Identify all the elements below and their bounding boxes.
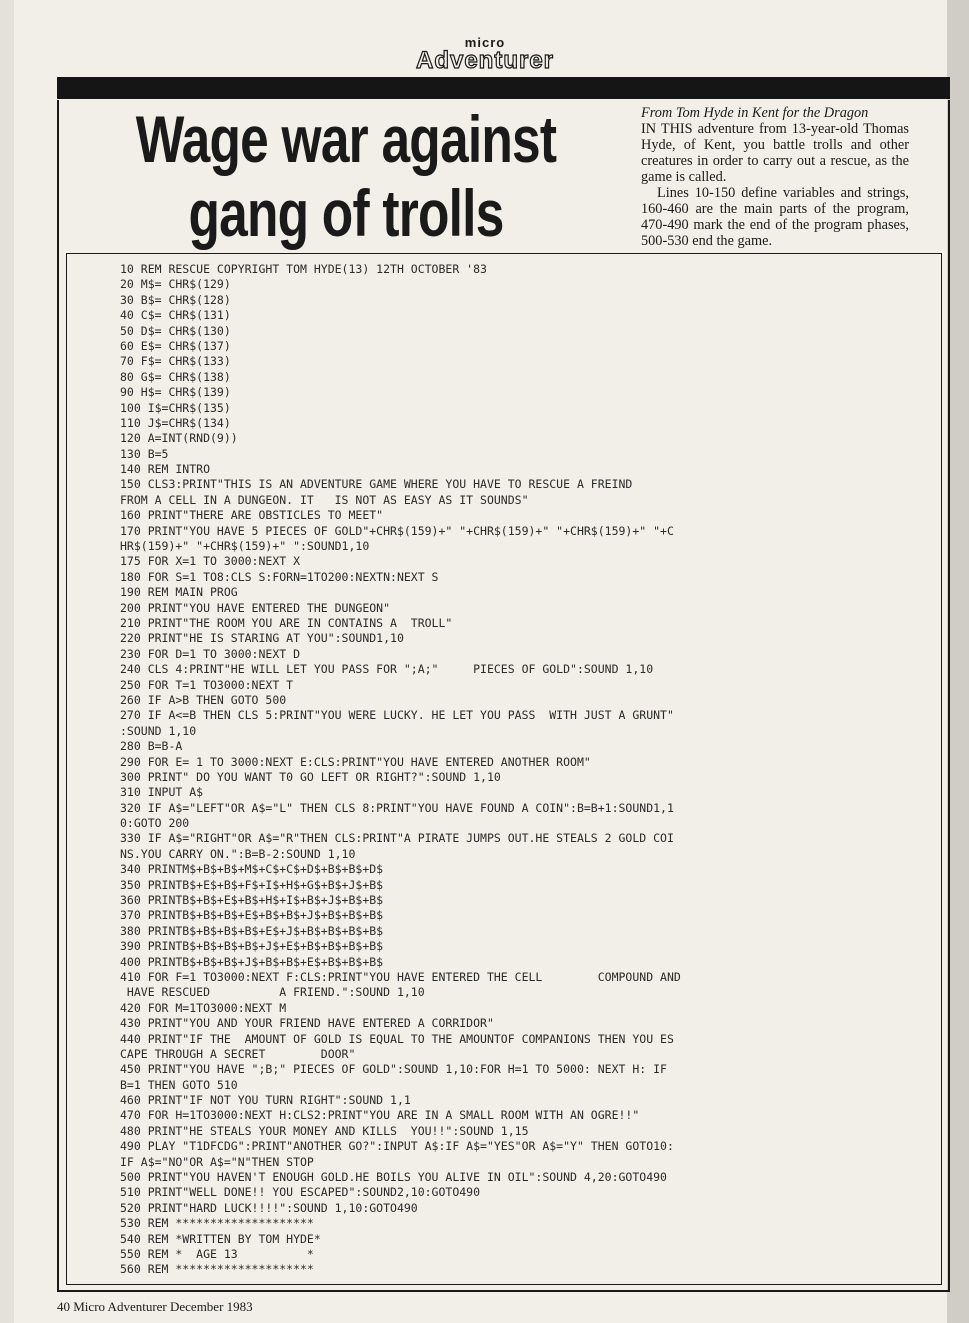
program-listing xyxy=(120,262,910,1278)
listing-line: HR$(159)+" "+CHR$(159)+" ":SOUND1,10 xyxy=(120,539,370,554)
listing-line: 150 CLS3:PRINT"THIS IS AN ADVENTURE GAME WHERE YOU HAVE TO RESCUE A FREIND xyxy=(120,477,633,492)
listing-line: 80 G$= CHR$(138) xyxy=(120,369,231,384)
listing-line: 40 C$= CHR$(131) xyxy=(120,308,231,323)
listing-line: 540 REM *WRITTEN BY TOM HYDE* xyxy=(120,1231,321,1246)
listing-line: 260 IF A>B THEN GOTO 500 xyxy=(120,692,287,707)
listing-line: 280 B=B-A xyxy=(120,739,183,754)
listing-line: 180 FOR S=1 TO8:CLS S:FORN=1TO200:NEXTN:NEXT S xyxy=(120,569,439,584)
listing-line: 250 FOR T=1 TO3000:NEXT T xyxy=(120,677,294,692)
listing-line: :SOUND 1,10 xyxy=(120,723,197,738)
listing-line: 290 FOR E= 1 TO 3000:NEXT E:CLS:PRINT"YOU HAVE ENTERED ANOTHER ROOM" xyxy=(120,754,591,769)
masthead-micro: micro xyxy=(464,35,506,50)
listing-line: 190 REM MAIN PROG xyxy=(120,585,238,600)
listing-line: 550 REM * AGE 13 * xyxy=(120,1247,314,1261)
article-intro xyxy=(641,105,909,249)
listing-line: 530 REM ******************** xyxy=(120,1216,314,1231)
listing-line: 400 PRINTB$+B$+B$+J$+B$+B$+E$+B$+B$+B$ xyxy=(120,954,384,969)
listing-line: 10 REM RESCUE COPYRIGHT TOM HYDE(13) 12TH OCTOBER '83 xyxy=(120,262,487,276)
listing-line: 90 H$= CHR$(139) xyxy=(120,385,231,400)
listing-line: NS.YOU CARRY ON.":B=B-2:SOUND 1,10 xyxy=(120,846,356,861)
listing-line: 340 PRINTM$+B$+B$+M$+C$+C$+D$+B$+B$+D$ xyxy=(120,862,384,877)
frame-right-rule xyxy=(948,100,950,1292)
listing-line: 480 PRINT"HE STEALS YOUR MONEY AND KILLS YOU!!":SOUND 1,15 xyxy=(120,1123,529,1138)
listing-line: 470 FOR H=1TO3000:NEXT H:CLS2:PRINT"YOU ARE IN A SMALL ROOM WITH AN OGRE!!" xyxy=(120,1108,640,1123)
listing-line: 520 PRINT"HARD LUCK!!!!":SOUND 1,10:GOTO490 xyxy=(120,1200,418,1215)
page-left-edge xyxy=(0,0,14,1323)
frame-bottom-rule xyxy=(57,1290,950,1292)
listing-line: 440 PRINT"IF THE AMOUNT OF GOLD IS EQUAL TO THE AMOUNTOF COMPANIONS THEN YOU ES xyxy=(120,1031,674,1046)
listing-line: 460 PRINT"IF NOT YOU TURN RIGHT":SOUND 1,1 xyxy=(120,1093,411,1108)
listing-line: 60 E$= CHR$(137) xyxy=(120,338,231,353)
listing-line: 130 B=5 xyxy=(120,446,169,461)
listing-line: 210 PRINT"THE ROOM YOU ARE IN CONTAINS A TROLL" xyxy=(120,615,453,630)
listing-line: 120 A=INT(RND(9)) xyxy=(120,431,238,446)
listing-line: 240 CLS 4:PRINT"HE WILL LET YOU PASS FOR ";A;" PIECES OF GOLD":SOUND 1,10 xyxy=(120,662,654,677)
listing-line: 220 PRINT"HE IS STARING AT YOU":SOUND1,10 xyxy=(120,631,404,646)
listing-line: 430 PRINT"YOU AND YOUR FRIEND HAVE ENTERED A CORRIDOR" xyxy=(120,1016,494,1031)
listing-line: 510 PRINT"WELL DONE!! YOU ESCAPED":SOUND2,10:GOTO490 xyxy=(120,1185,481,1200)
magazine-masthead xyxy=(400,36,570,76)
article-byline: From Tom Hyde in Kent for the Dragon xyxy=(641,105,869,121)
listing-line: 360 PRINTB$+B$+E$+B$+H$+I$+B$+J$+B$+B$ xyxy=(120,893,384,908)
listing-line: 310 INPUT A$ xyxy=(120,785,204,800)
listing-line: 20 M$= CHR$(129) xyxy=(120,277,231,292)
page-right-edge xyxy=(947,0,969,1323)
frame-left-rule xyxy=(57,100,59,1292)
intro-paragraph-2: Lines 10-150 define variables and strings, 160-460 are the main parts of the program, 470-490 mark the end of the program phases, 500-530 end the game. xyxy=(641,185,909,249)
listing-line: CAPE THROUGH A SECRET DOOR" xyxy=(120,1046,356,1061)
listing-line: 0:GOTO 200 xyxy=(120,816,190,831)
listing-line: 500 PRINT"YOU HAVEN'T ENOUGH GOLD.HE BOILS YOU ALIVE IN OIL":SOUND 4,20:GOTO490 xyxy=(120,1170,667,1185)
listing-line: 300 PRINT" DO YOU WANT T0 GO LEFT OR RIGHT?":SOUND 1,10 xyxy=(120,769,501,784)
listing-line: 380 PRINTB$+B$+B$+B$+E$+J$+B$+B$+B$+B$ xyxy=(120,923,384,938)
listing-line: 100 I$=CHR$(135) xyxy=(120,400,231,415)
listing-line: 110 J$=CHR$(134) xyxy=(120,415,231,430)
listing-line: 490 PLAY "T1DFCDG":PRINT"ANOTHER GO?":INPUT A$:IF A$="YES"OR A$="Y" THEN GOTO10: xyxy=(120,1139,674,1154)
listing-line: 70 F$= CHR$(133) xyxy=(120,354,231,369)
article-headline xyxy=(124,102,567,252)
intro-paragraph-1: IN THIS adventure from 13-year-old Thomas Hyde, of Kent, you battle trolls and other creatures in order to carry out a rescue, as the game is called. xyxy=(641,121,909,185)
listing-line: IF A$="NO"OR A$="N"THEN STOP xyxy=(120,1154,314,1169)
listing-line: B=1 THEN GOTO 510 xyxy=(120,1077,238,1092)
listing-line: 350 PRINTB$+E$+B$+F$+I$+H$+G$+B$+J$+B$ xyxy=(120,877,384,892)
listing-line: 160 PRINT"THERE ARE OBSTICLES TO MEET" xyxy=(120,508,384,523)
listing-line: HAVE RESCUED A FRIEND.":SOUND 1,10 xyxy=(120,985,425,1000)
listing-line: 410 FOR F=1 TO3000:NEXT F:CLS:PRINT"YOU HAVE ENTERED THE CELL COMPOUND AND xyxy=(120,969,681,984)
listing-line: 390 PRINTB$+B$+B$+B$+J$+E$+B$+B$+B$+B$ xyxy=(120,939,384,954)
header-black-bar xyxy=(57,77,950,99)
headline-line-1: Wage war against xyxy=(135,102,557,176)
listing-line: 450 PRINT"YOU HAVE ";B;" PIECES OF GOLD":SOUND 1,10:FOR H=1 TO 5000: NEXT H: IF xyxy=(120,1062,667,1077)
listing-line: 330 IF A$="RIGHT"OR A$="R"THEN CLS:PRINT"A PIRATE JUMPS OUT.HE STEALS 2 GOLD COI xyxy=(120,831,674,846)
listing-line: 230 FOR D=1 TO 3000:NEXT D xyxy=(120,646,301,661)
listing-line: 200 PRINT"YOU HAVE ENTERED THE DUNGEON" xyxy=(120,600,391,615)
listing-line: 30 B$= CHR$(128) xyxy=(120,292,231,307)
listing-line: 50 D$= CHR$(130) xyxy=(120,323,231,338)
listing-line: 140 REM INTRO xyxy=(120,462,211,477)
masthead-adventurer: Adventurer xyxy=(415,47,555,74)
listing-line: 420 FOR M=1TO3000:NEXT M xyxy=(120,1000,287,1015)
listing-line: FROM A CELL IN A DUNGEON. IT IS NOT AS EASY AS IT SOUNDS" xyxy=(120,492,529,507)
listing-line: 560 REM ******************** xyxy=(120,1262,314,1277)
listing-line: 170 PRINT"YOU HAVE 5 PIECES OF GOLD"+CHR$(159)+" "+CHR$(159)+" "+CHR$(159)+" "+C xyxy=(120,523,674,538)
page-footer: 40 Micro Adventurer December 1983 xyxy=(57,1299,253,1314)
headline-line-2: gang of trolls xyxy=(188,176,504,250)
listing-line: 270 IF A<=B THEN CLS 5:PRINT"YOU WERE LUCKY. HE LET YOU PASS WITH JUST A GRUNT" xyxy=(120,708,674,723)
listing-line: 320 IF A$="LEFT"OR A$="L" THEN CLS 8:PRINT"YOU HAVE FOUND A COIN":B=B+1:SOUND1,1 xyxy=(120,800,674,815)
listing-line: 175 FOR X=1 TO 3000:NEXT X xyxy=(120,554,301,569)
listing-line: 370 PRINTB$+B$+B$+E$+B$+B$+J$+B$+B$+B$ xyxy=(120,908,384,923)
